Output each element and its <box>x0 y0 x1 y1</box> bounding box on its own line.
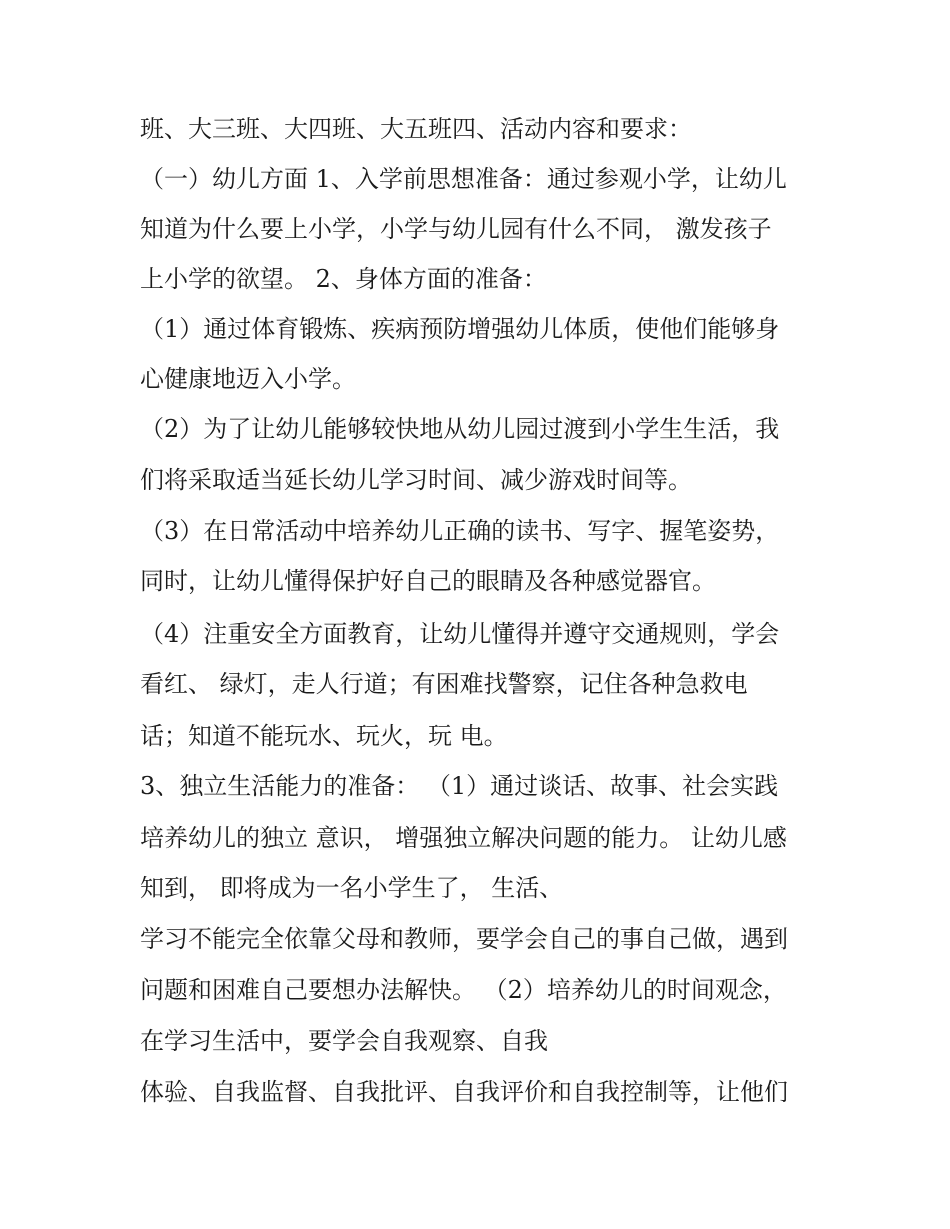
text-line: 在学习生活中，要学会自我观察、自我 <box>140 1027 548 1055</box>
text-line: （1）通过体育锻炼、疾病预防增强幼儿体质，使他们能够身 <box>140 315 780 343</box>
text-line: 心健康地迈入小学。 <box>140 365 356 393</box>
text-line: 学习不能完全依靠父母和教师，要学会自己的事自己做，遇到 <box>140 925 788 953</box>
text-line: 班、大三班、大四班、大五班四、活动内容和要求： <box>140 115 692 143</box>
text-line: （4）注重安全方面教育，让幼儿懂得并遵守交通规则，学会 <box>140 620 780 648</box>
text-line: 话；知道不能玩水、玩火，玩 电。 <box>140 722 508 750</box>
text-line: 知道为什么要上小学，小学与幼儿园有什么不同， 激发孩子 <box>140 215 772 243</box>
text-line: 知到， 即将成为一名小学生了， 生活、 <box>140 874 564 902</box>
text-line: （2）为了让幼儿能够较快地从幼儿园过渡到小学生生活，我 <box>140 415 780 443</box>
text-line: （一）幼儿方面 1、入学前思想准备：通过参观小学，让幼儿 <box>140 165 787 193</box>
text-line: 们将采取适当延长幼儿学习时间、减少游戏时间等。 <box>140 466 692 494</box>
text-line: 同时，让幼儿懂得保护好自己的眼睛及各种感觉器官。 <box>140 567 716 595</box>
text-line: 3、独立生活能力的准备： （1）通过谈话、故事、社会实践 <box>140 772 779 800</box>
text-line: 问题和困难自己要想办法解快。 （2）培养幼儿的时间观念， <box>140 976 787 1004</box>
text-line: 培养幼儿的独立 意识， 增强独立解决问题的能力。 让幼儿感 <box>140 824 787 852</box>
text-line: （3）在日常活动中培养幼儿正确的读书、写字、握笔姿势， <box>140 517 780 545</box>
text-line: 看红、 绿灯，走人行道；有困难找警察，记住各种急救电 <box>140 670 748 698</box>
text-line: 上小学的欲望。 2、身体方面的准备： <box>140 265 547 293</box>
text-line: 体验、自我监督、自我批评、自我评价和自我控制等，让他们 <box>140 1078 788 1106</box>
